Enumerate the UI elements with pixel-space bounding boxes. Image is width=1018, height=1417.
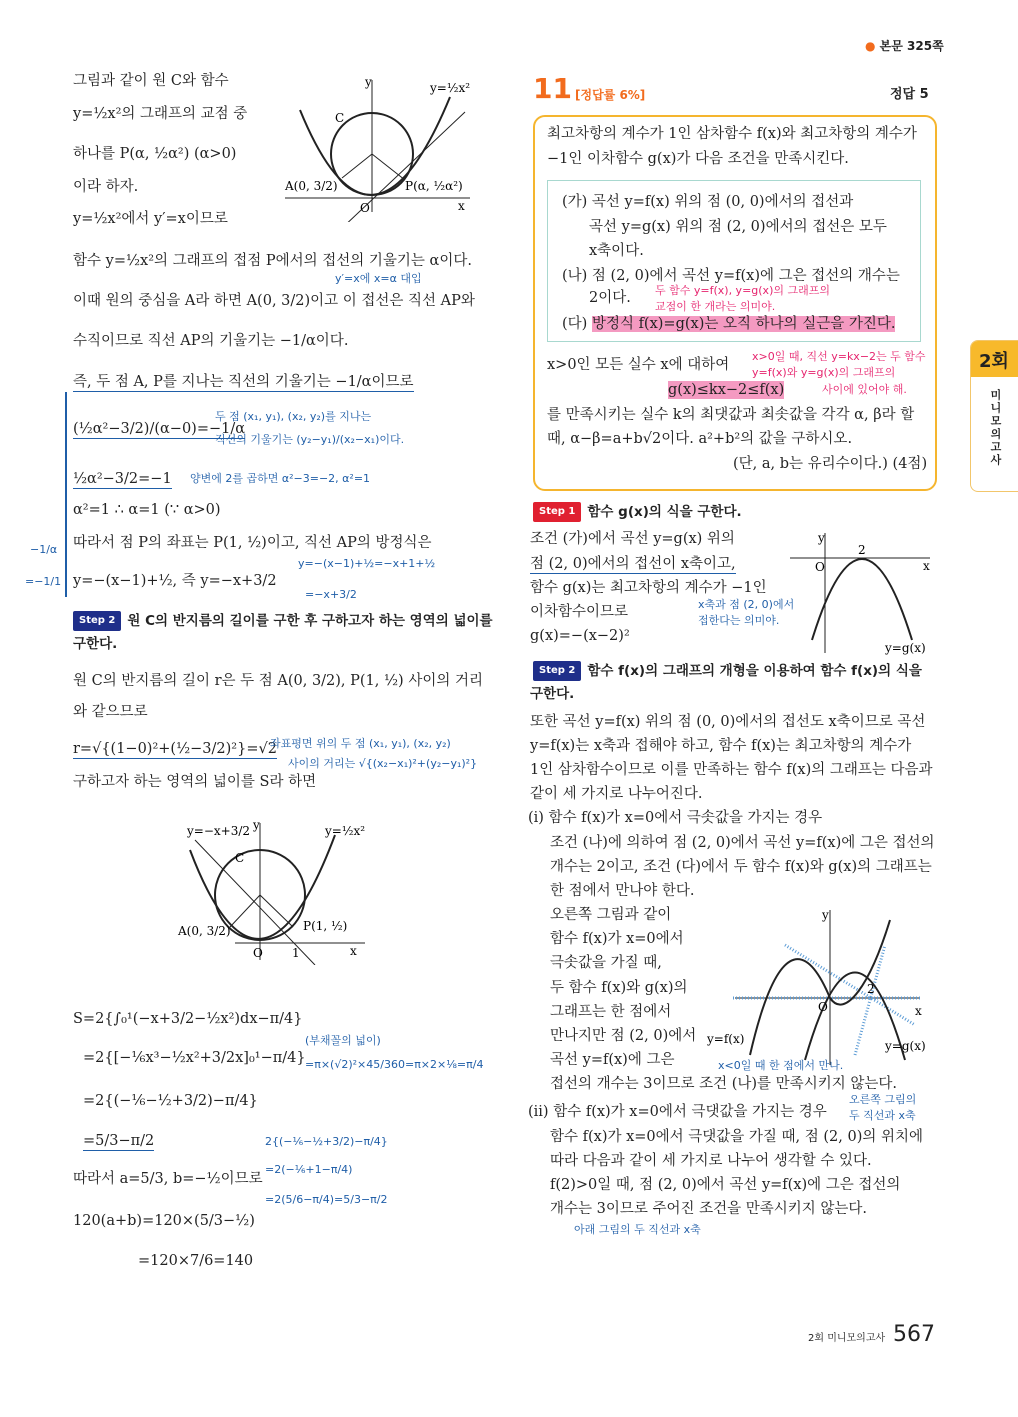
step-title: 원 C의 반지름의 길이를 구한 후 구하고자 하는 영역의 넓이를 xyxy=(127,613,493,629)
text-line: 이차함수이므로 xyxy=(530,604,629,620)
text-line: 그림과 같이 원 C와 함수 xyxy=(73,73,229,89)
axis-label: y xyxy=(822,908,829,922)
condition xyxy=(562,315,895,333)
text-line: (i) 함수 f(x)가 x=0에서 극솟값을 가지는 경우 xyxy=(528,810,823,826)
text-line: 조건 (가)에서 곡선 y=g(x) 위의 xyxy=(530,531,735,547)
note: x>0일 때, 직선 y=kx−2는 두 함수 xyxy=(752,350,926,363)
text-line: g(x)=−(x−2)² xyxy=(530,628,630,644)
text-line: 최고차항의 계수가 1인 삼차함수 f(x)와 최고차항의 계수가 xyxy=(547,126,917,142)
condition: x축이다. xyxy=(589,243,644,259)
note: 좌표평면 위의 두 점 (x₁, y₁), (x₂, y₂) xyxy=(270,737,451,750)
text-line: 함수 g(x)는 최고차항의 계수가 −1인 xyxy=(530,580,767,596)
note: =π×(√2)²×45/360=π×2×⅛=π/4 xyxy=(305,1058,484,1071)
text-line: f(2)>0일 때, 점 (2, 0)에서 곡선 y=f(x)에 그은 접선의 xyxy=(550,1177,901,1193)
footer-section: 2회 미니모의고사 xyxy=(808,1333,886,1344)
g-graph xyxy=(790,528,940,658)
circle-parabola-figure xyxy=(280,72,480,222)
point-label: P(1, ½) xyxy=(303,919,348,933)
origin-label: O xyxy=(360,201,370,215)
curve-label: y=½x² xyxy=(325,824,366,838)
curve-label: y=f(x) xyxy=(707,1032,745,1046)
ref-text: 본문 325쪽 xyxy=(879,39,944,53)
text-line: −1인 이차함수 g(x)가 다음 조건을 만족시킨다. xyxy=(547,151,849,167)
note: y′=x에 x=α 대입 xyxy=(335,272,422,285)
condition-label: (다) xyxy=(562,316,588,332)
note: 두 직선과 x축 xyxy=(849,1109,916,1122)
curve-label: y=½x² xyxy=(430,81,471,95)
note: 사이에 있어야 해. xyxy=(822,383,907,396)
point-label: P(α, ½α²) xyxy=(405,179,463,193)
note: y=−(x−1)+½=−x+1+½ xyxy=(298,557,436,570)
text-line: 곡선 y=f(x)에 그은 xyxy=(550,1052,675,1068)
axis-label: y xyxy=(365,75,372,89)
round-label: 2회 xyxy=(971,341,1018,377)
text-line: 함수 f(x)가 x=0에서 극댓값을 가질 때, 점 (2, 0)의 위치에 xyxy=(550,1129,923,1145)
text-line: 접선의 개수는 3이므로 조건 (나)를 만족시키지 않는다. xyxy=(550,1076,897,1092)
text-line: α²=1 ∴ α=1 (∵ α>0) xyxy=(73,502,221,518)
condition: 곡선 y=g(x) 위의 점 (2, 0)에서의 접선은 모두 xyxy=(589,219,887,235)
note: 아래 그림의 두 직선과 x축 xyxy=(574,1223,701,1236)
text-line: 때, α−β=a+b√2이다. a²+b²의 값을 구하시오. xyxy=(547,431,853,447)
circle-icon: ● xyxy=(865,39,876,53)
text-line: 한 점에서 만나야 한다. xyxy=(550,883,695,899)
text-line: 개수는 2이고, 조건 (다)에서 두 함수 f(x)와 g(x)의 그래프는 xyxy=(550,859,932,875)
condition: (가) 곡선 y=f(x) 위의 점 (0, 0)에서의 접선과 xyxy=(562,194,854,210)
text-line: y=½x²의 그래프의 교점 중 xyxy=(73,106,248,122)
note: 2{(−⅙−½+3/2)−π/4} xyxy=(265,1135,388,1148)
note: 양변에 2를 곱하면 α²−3=−2, α²=1 xyxy=(190,472,371,485)
circle-label: C xyxy=(235,851,245,865)
text-line: 와 같으므로 xyxy=(73,704,148,720)
step-title: 함수 g(x)의 식을 구한다. xyxy=(587,504,742,520)
note: =−1/1 xyxy=(25,575,62,588)
circle-label: C xyxy=(335,111,345,125)
math-line: S=2{∫₀¹(−x+3/2−½x²)dx−π/4} xyxy=(73,1011,303,1027)
origin-label: O xyxy=(253,946,263,960)
note: x축과 점 (2, 0)에서 xyxy=(698,598,795,611)
condition-highlight: 방정식 f(x)=g(x)는 오직 하나의 실근을 가진다. xyxy=(591,316,896,332)
tick-label: 2 xyxy=(867,982,875,996)
text-line: 만나지만 점 (2, 0)에서 xyxy=(550,1028,697,1044)
condition: (나) 점 (2, 0)에서 곡선 y=f(x)에 그은 접선의 개수는 xyxy=(562,268,900,284)
curve-label: y=g(x) xyxy=(885,641,926,655)
axis-label: x xyxy=(923,559,930,573)
text-line: ½α²−3/2=−1 xyxy=(73,471,172,487)
condition: 2이다. xyxy=(589,290,631,306)
correct-rate: [정답률 6%] xyxy=(575,88,646,102)
step-title: 함수 f(x)의 그래프의 개형을 이용하여 함수 f(x)의 식을 xyxy=(587,663,922,679)
step2-heading xyxy=(533,661,922,681)
math-line: 120(a+b)=120×(5/3−½) xyxy=(73,1213,255,1229)
step2-heading xyxy=(73,611,493,631)
text-line: 구하고자 하는 영역의 넓이를 S라 하면 xyxy=(73,774,317,790)
point-label: A(0, 3/2) xyxy=(178,924,231,938)
page-reference xyxy=(865,37,944,55)
text-line: 같이 세 가지로 나누어진다. xyxy=(530,786,703,802)
text-line: 를 만족시키는 실수 k의 최댓값과 최솟값을 각각 α, β라 할 xyxy=(547,407,915,423)
text-line: 함수 f(x)가 x=0에서 xyxy=(550,931,684,947)
note: 직선의 기울기는 (y₂−y₁)/(x₂−x₁)이다. xyxy=(215,433,405,446)
text-line: 극솟값을 가질 때, xyxy=(550,955,662,971)
axis-label: y xyxy=(818,531,825,545)
text-line: 이라 하자. xyxy=(73,179,139,195)
math-line: =2{(−⅙−½+3/2)−π/4} xyxy=(83,1093,258,1109)
text-line: 하나를 P(α, ½α²) (α>0) xyxy=(73,146,237,162)
region-figure xyxy=(175,815,385,965)
text-line: x>0인 모든 실수 x에 대하여 xyxy=(547,357,730,373)
note: =2(5/6−π/4)=5/3−π/2 xyxy=(265,1193,388,1206)
text-line: 수직이므로 직선 AP의 기울기는 −1/α이다. xyxy=(73,333,349,349)
text-line: 개수는 3이므로 주어진 조건을 만족시키지 않는다. xyxy=(550,1201,868,1217)
origin-label: O xyxy=(818,1000,828,1014)
origin-label: O xyxy=(815,560,825,574)
step-badge: Step 2 xyxy=(533,661,581,681)
curve-label: y=g(x) xyxy=(885,1039,926,1053)
text-line: (단, a, b는 유리수이다.) (4점) xyxy=(733,456,928,472)
text-line: y=½x²에서 y′=x이므로 xyxy=(73,211,228,227)
axis-label: y xyxy=(253,818,260,832)
chapter-tab[interactable] xyxy=(970,340,1018,492)
note-bracket xyxy=(65,392,67,597)
text-line: 즉, 두 점 A, P를 지나는 직선의 기울기는 −1/α이므로 xyxy=(73,374,414,390)
text-line: (ii) 함수 f(x)가 x=0에서 극댓값을 가지는 경우 xyxy=(528,1104,827,1120)
answer: 정답 5 xyxy=(890,87,929,102)
text-line: 따라서 점 P의 좌표는 P(1, ½)이고, 직선 AP의 방정식은 xyxy=(73,535,432,551)
point-label: A(0, 3/2) xyxy=(285,179,338,193)
text-line: 구한다. xyxy=(73,636,118,652)
text-line: y=−(x−1)+½, 즉 y=−x+3/2 xyxy=(73,573,277,589)
inequality: g(x)≤kx−2≤f(x) xyxy=(668,382,785,398)
note: 사이의 거리는 √{(x₂−x₁)²+(y₂−y₁)²} xyxy=(288,757,478,770)
tab-label: 미니모의고사 xyxy=(989,389,1002,467)
text-line: 조건 (나)에 의하여 점 (2, 0)에서 곡선 y=f(x)에 그은 접선의 xyxy=(550,835,935,851)
step-badge: Step 1 xyxy=(533,502,581,522)
note: 접한다는 의미야. xyxy=(698,614,780,627)
text-line: 오른쪽 그림과 같이 xyxy=(550,907,672,923)
tick-label: 2 xyxy=(858,543,866,557)
page-number: 567 xyxy=(893,1322,935,1347)
text-line: 따라 다음과 같이 세 가지로 나누어 생각할 수 있다. xyxy=(550,1153,872,1169)
note: 두 점 (x₁, y₁), (x₂, y₂)를 지나는 xyxy=(215,410,372,423)
math-line: 따라서 a=5/3, b=−½이므로 xyxy=(73,1171,263,1187)
note: =2(−⅙+1−π/4) xyxy=(265,1163,353,1176)
note: −1/α xyxy=(30,543,58,556)
text-line: y=f(x)는 x축과 접해야 하고, 함수 f(x)는 최고차항의 계수가 xyxy=(530,738,912,754)
text-line: 구한다. xyxy=(530,686,575,702)
text-line: 점 (2, 0)에서의 접선이 x축이고, xyxy=(530,556,736,572)
note: 교점이 한 개라는 의미야. xyxy=(655,300,776,313)
note: =−x+3/2 xyxy=(305,588,357,601)
math-line: =120×7/6=140 xyxy=(138,1253,254,1269)
text-line: 함수 y=½x²의 그래프의 접점 P에서의 접선의 기울기는 α이다. xyxy=(73,253,472,269)
text-line: 1인 삼차함수이므로 이를 만족하는 함수 f(x)의 그래프는 다음과 xyxy=(530,762,933,778)
line-label: y=−x+3/2 xyxy=(187,824,251,838)
f-g-graph xyxy=(705,905,945,1075)
note: (부채꼴의 넓이) xyxy=(305,1034,381,1047)
text-line: 두 함수 f(x)와 g(x)의 xyxy=(550,980,688,996)
text-line: 또한 곡선 y=f(x) 위의 점 (0, 0)에서의 접선도 x축이므로 곡선 xyxy=(530,714,926,730)
axis-label: x xyxy=(350,944,357,958)
problem-number: 11 xyxy=(533,72,572,105)
math-line: =5/3−π/2 xyxy=(83,1133,155,1149)
note: 오른쪽 그림의 xyxy=(849,1093,917,1106)
text-line: (½α²−3/2)/(α−0)=−1/α xyxy=(73,421,246,437)
note: y=f(x)와 y=g(x)의 그래프의 xyxy=(752,366,896,379)
step-badge: Step 2 xyxy=(73,611,121,631)
note: x<0일 때 한 점에서 만나. xyxy=(718,1059,844,1072)
axis-label: x xyxy=(915,1004,922,1018)
step1-heading xyxy=(533,502,742,522)
axis-label: x xyxy=(458,199,465,213)
text-line: 원 C의 반지름의 길이 r은 두 점 A(0, 3/2), P(1, ½) 사이의 거리 xyxy=(73,673,483,689)
text-line: r=√{(1−0)²+(½−3/2)²}=√2 xyxy=(73,741,277,757)
math-line: =2{[−⅙x³−½x²+3/2x]₀¹−π/4} xyxy=(83,1050,306,1066)
text-line: 그래프는 한 점에서 xyxy=(550,1004,672,1020)
tick-label: 1 xyxy=(292,946,300,960)
text-line: 이때 원의 중심을 A라 하면 A(0, 3/2)이고 이 접선은 직선 AP와 xyxy=(73,293,475,309)
note: 두 함수 y=f(x), y=g(x)의 그래프의 xyxy=(655,284,830,297)
